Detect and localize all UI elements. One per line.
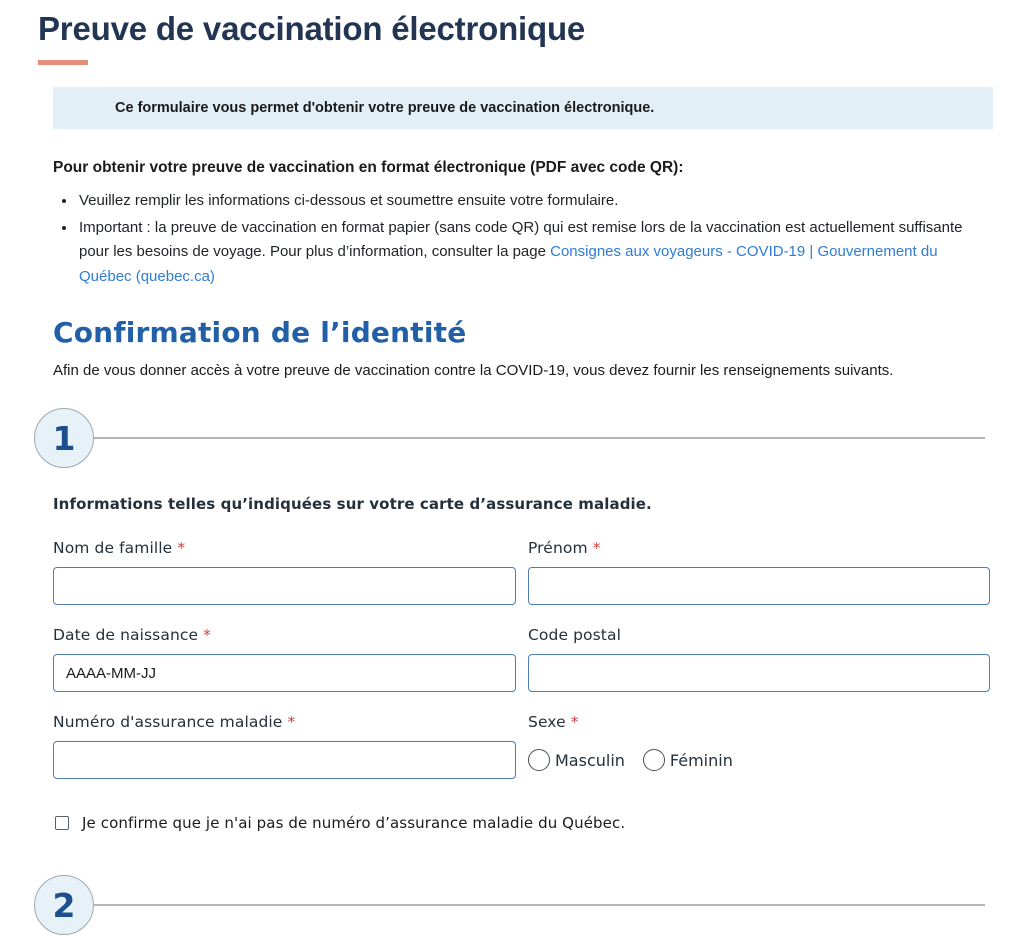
postal-code-label: Code postal [528,626,621,644]
required-marker: * [570,713,579,731]
postal-code-field-group [528,626,990,692]
step-2-divider-line [94,904,985,906]
intro-heading: Pour obtenir votre preuve de vaccination en format électronique (PDF avec code QR): [53,159,684,176]
required-marker: * [203,626,212,644]
identity-section-heading: Confirmation de l’identité [53,316,467,349]
birth-date-input[interactable] [53,654,516,692]
step-1-divider-line [94,437,985,439]
sex-option-feminin-label: Féminin [669,750,733,770]
postal-code-input[interactable] [528,654,990,692]
identity-section-description: Afin de vous donner accès à votre preuve de vaccination contre la COVID-19, vous devez fournir les renseignements suivants. [53,362,894,379]
first-name-input[interactable] [528,567,990,605]
birth-date-label: Date de naissance * [53,626,212,644]
no-health-insurance-checkbox-label: Je confirme que je n'ai pas de numéro d’assurance maladie du Québec. [82,814,626,832]
bullet-text: Important : la preuve de vaccination en format papier (sans code QR) qui est remise lors de la vaccination est actuellement suffisante pour les besoins de voyage. Pour plus d’information, consulter la page [79,218,963,260]
no-health-insurance-checkbox-row [53,814,993,832]
identity-form [53,539,993,800]
sex-option-masculin-label: Masculin [555,750,625,770]
health-insurance-number-field-group [53,713,516,779]
last-name-field-group [53,539,516,605]
sex-option-masculin[interactable] [528,749,625,771]
bullet-item [77,189,993,214]
required-marker: * [177,539,186,557]
bullet-item [77,216,993,290]
step-1-badge: 1 [34,408,94,468]
sex-label: Sexe * [528,713,579,731]
birth-date-field-group [53,626,516,692]
health-insurance-number-input[interactable] [53,741,516,779]
first-name-field-group [528,539,990,605]
bullet-text: Veuillez remplir les informations ci-dessous et soumettre ensuite votre formulaire. [79,192,619,209]
page-title: Preuve de vaccination électronique [38,10,586,47]
step-2-badge: 2 [34,875,94,935]
sex-radio-group [528,741,990,779]
title-accent-bar [38,60,88,65]
intro-bullet-list [53,189,993,289]
info-banner-text: Ce formulaire vous permet d'obtenir votre preuve de vaccination électronique. [115,100,655,116]
sex-field-group [528,713,990,779]
radio-button-icon[interactable] [643,749,665,771]
required-marker: * [592,539,601,557]
step-1-row [34,407,985,469]
content [53,87,993,936]
radio-button-icon[interactable] [528,749,550,771]
no-health-insurance-checkbox[interactable] [55,816,69,830]
info-banner [53,87,993,129]
form-instructions: Informations telles qu’indiquées sur votre carte d’assurance maladie. [53,495,652,513]
travel-guidelines-link[interactable]: Consignes aux voyageurs - COVID-19 | Gouvernement du Québec (quebec.ca) [79,243,938,285]
last-name-input[interactable] [53,567,516,605]
health-insurance-number-label: Numéro d'assurance maladie * [53,713,296,731]
required-marker: * [287,713,296,731]
sex-option-feminin[interactable] [643,749,733,771]
first-name-label: Prénom * [528,539,601,557]
last-name-label: Nom de famille * [53,539,186,557]
